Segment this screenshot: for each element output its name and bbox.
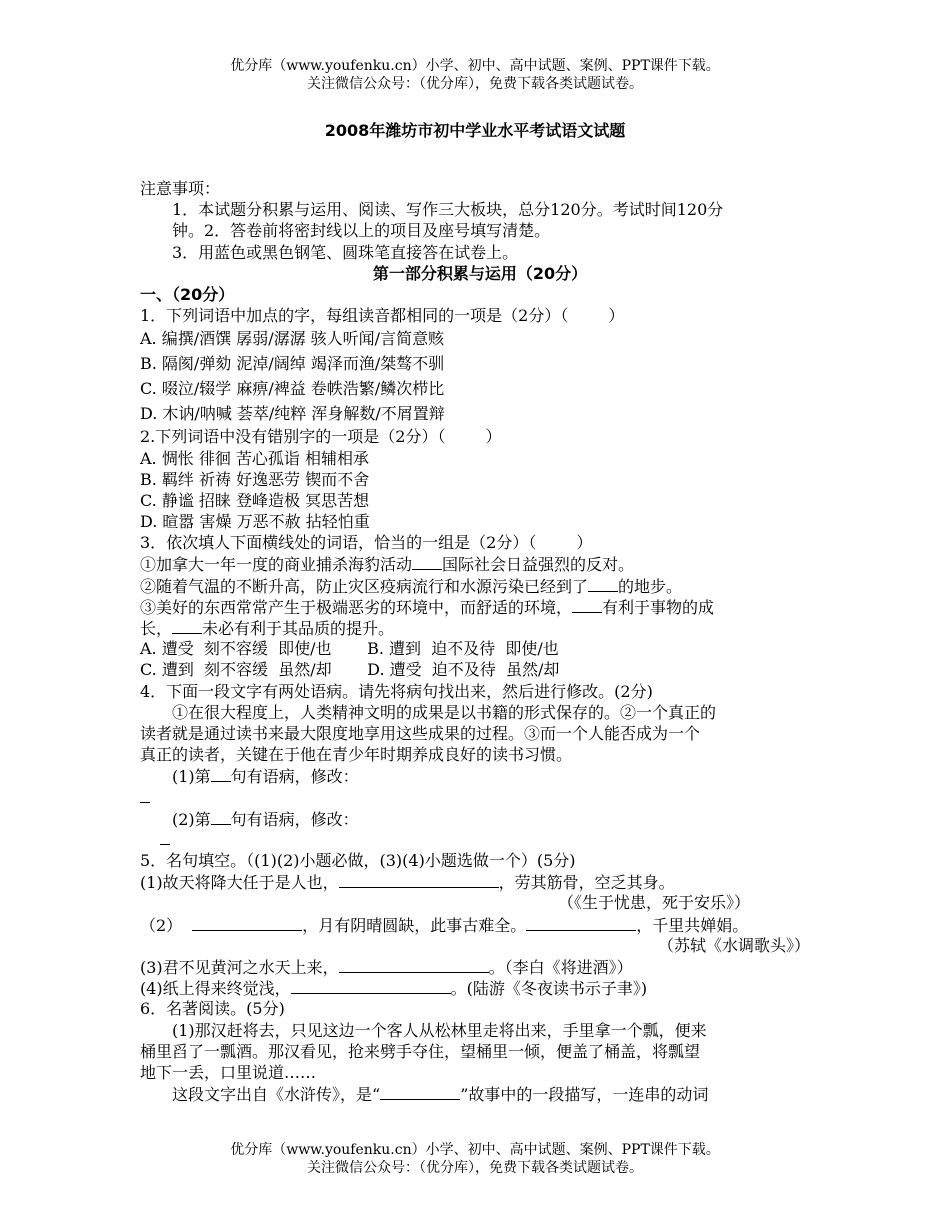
q4-answer-1: (1)第 句有语病，修改： bbox=[172, 767, 359, 787]
note-3: 3．用蓝色或黑色钢笔、圆珠笔直接答在试卷上。 bbox=[172, 242, 519, 262]
q2-option-c: C. 静谧 招睐 登峰造极 冥思苦想 bbox=[140, 490, 370, 510]
q3-options-cd: C. 遭到 刻不容缓 虽然/却 D. 遭受 迫不及待 虽然/却 bbox=[140, 660, 560, 680]
q3-sentence-2: ②随着气温的不断升高，防止灾区疫病流行和水源污染已经到了 的地步。 bbox=[140, 576, 683, 596]
q3-blank-1[interactable] bbox=[412, 553, 442, 570]
document-body bbox=[140, 178, 820, 1104]
q1-stem: 1．下列词语中加点的字，每组读音都相同的一项是（2分）（ ） bbox=[140, 306, 625, 326]
q4-answer-line-1[interactable] bbox=[140, 787, 820, 808]
q4-stem: 4．下面一段文字有两处语病。请先将病句找出来，然后进行修改。(2分) bbox=[140, 681, 653, 701]
q2-option-b: B. 羁绊 祈祷 好逸恶劳 锲而不舍 bbox=[140, 469, 370, 489]
q5-source-1: （《生于忧患，死于安乐》） bbox=[557, 893, 750, 913]
q4-blank-2[interactable] bbox=[211, 808, 231, 825]
note-1b: 钟。2．答卷前将密封线以上的项目及座号填写清楚。 bbox=[172, 221, 551, 241]
q3-blank-2[interactable] bbox=[588, 575, 618, 592]
q3-stem: 3．依次填人下面横线处的词语，恰当的一组是（2分）（ ） bbox=[140, 533, 593, 553]
q5-blank-2[interactable] bbox=[192, 914, 302, 931]
q6-blank[interactable] bbox=[380, 1083, 460, 1100]
q1-option-b: B. 隔阂/弹劾 泥淖/阔绰 竭泽而渔/桀骜不驯 bbox=[140, 354, 445, 374]
q5-blank-3[interactable] bbox=[526, 914, 636, 931]
q6-stem: 6．名著阅读。(5分) bbox=[140, 999, 285, 1019]
q3-options-ab: A. 遭受 刻不容缓 即使/也 B. 遭到 迫不及待 即使/也 bbox=[140, 639, 559, 659]
q4-answer-2: (2)第 句有语病，修改： bbox=[172, 809, 359, 829]
q1-option-a: A. 编撰/酒馔 孱弱/潺潺 骇人听闻/言简意赅 bbox=[140, 329, 445, 349]
q3-sentence-3: ③美好的东西常常产生于极端恶劣的环境中，而舒适的环境， 有利于事物的成 bbox=[140, 597, 715, 617]
q3-sentence-1: ①加拿大一年一度的商业捕杀海豹活动 国际社会日益强烈的反对。 bbox=[140, 555, 635, 575]
section-heading: 一、（20分） bbox=[140, 284, 235, 304]
q5-line-1: (1)故天将降大任于是人也， ，劳其筋骨，空乏其身。 bbox=[140, 873, 675, 893]
q2-stem: 2.下列词语中没有错别字的一项是（2分）（ ） bbox=[140, 427, 502, 447]
q5-blank-4[interactable] bbox=[339, 956, 489, 973]
q2-option-d: D. 暄嚣 害燥 万恶不赦 拈轻怕重 bbox=[140, 512, 370, 532]
page-title: 2008年潍坊市初中学业水平考试语文试题 bbox=[324, 121, 626, 140]
q5-line-2: （2） ，月有阴晴圆缺，此事古难全。 ，千里共婵娟。 bbox=[140, 915, 749, 935]
q2-option-a: A. 惆怅 徘徊 苦心孤诣 相辅相承 bbox=[140, 448, 369, 468]
q5-line-4: (4)纸上得来终觉浅， 。(陆游《冬夜读书示子聿》) bbox=[140, 979, 648, 999]
header-line-1: 优分库（www.youfenku.cn）小学、初中、高中试题、案例、PPT课件下载。 bbox=[230, 58, 720, 74]
q5-stem: 5．名句填空。（(1)(2)小题必做，(3)(4)小题选做一个）(5分) bbox=[140, 851, 576, 871]
footer-line-1: 优分库（www.youfenku.cn）小学、初中、高中试题、案例、PPT课件下载。 bbox=[230, 1142, 720, 1158]
q5-blank-5[interactable] bbox=[291, 977, 451, 994]
footer-line-2: 关注微信公众号：（优分库），免费下载各类试题试卷。 bbox=[307, 1160, 643, 1176]
q6-passage-2: 桶里舀了一瓢酒。那汉看见，抢来劈手夺住，望桶里一倾，便盖了桶盖，将瓢望 bbox=[140, 1041, 701, 1061]
q4-passage-2: 读者就是通过读书来最大限度地享用这些成果的过程。③而一个人能否成为一个 bbox=[140, 723, 701, 743]
notes-heading: 注意事项： bbox=[140, 179, 221, 198]
note-1a: 1．本试题分积累与运用、阅读、写作三大板块，总分120分。考试时间120分 bbox=[172, 200, 724, 220]
q6-passage-3: 地下一丢，口里说道…… bbox=[140, 1062, 317, 1082]
q1-option-c: C. 啜泣/辍学 麻痹/裨益 卷帙浩繁/鳞次栉比 bbox=[140, 379, 445, 399]
q4-blank-1[interactable] bbox=[211, 765, 231, 782]
q5-blank-1[interactable] bbox=[339, 871, 499, 888]
q4-passage-3: 真正的读者，关键在于他在青少年时期养成良好的读书习惯。 bbox=[140, 745, 573, 765]
header-line-2: 关注微信公众号：（优分库），免费下载各类试题试卷。 bbox=[307, 76, 643, 92]
q4-passage-1: ①在很大程度上，人类精神文明的成果是以书籍的形式保存的。②一个真正的 bbox=[172, 702, 717, 722]
q3-blank-4[interactable] bbox=[172, 617, 202, 634]
q5-source-2: （苏轼《水调歌头》） bbox=[657, 935, 810, 955]
part-heading: 第一部分积累与运用（20分） bbox=[372, 263, 588, 283]
q6-passage-1: (1)那汉赶将去，只见这边一个客人从松林里走将出来，手里拿一个瓢，便来 bbox=[172, 1020, 707, 1040]
q6-question: 这段文字出自《水浒传》，是“ ”故事中的一段描写，一连串的动词 bbox=[172, 1085, 709, 1105]
q5-line-3: (3)君不见黄河之水天上来， 。（李白《将进酒》） bbox=[140, 958, 633, 977]
q1-option-d: D. 木讷/呐喊 荟萃/纯粹 浑身解数/不屑置辩 bbox=[140, 404, 445, 424]
q3-blank-3[interactable] bbox=[572, 596, 602, 613]
q3-sentence-3-cont: 长， 未必有利于其品质的提升。 bbox=[140, 619, 395, 638]
q4-answer-line-2[interactable] bbox=[140, 829, 820, 850]
